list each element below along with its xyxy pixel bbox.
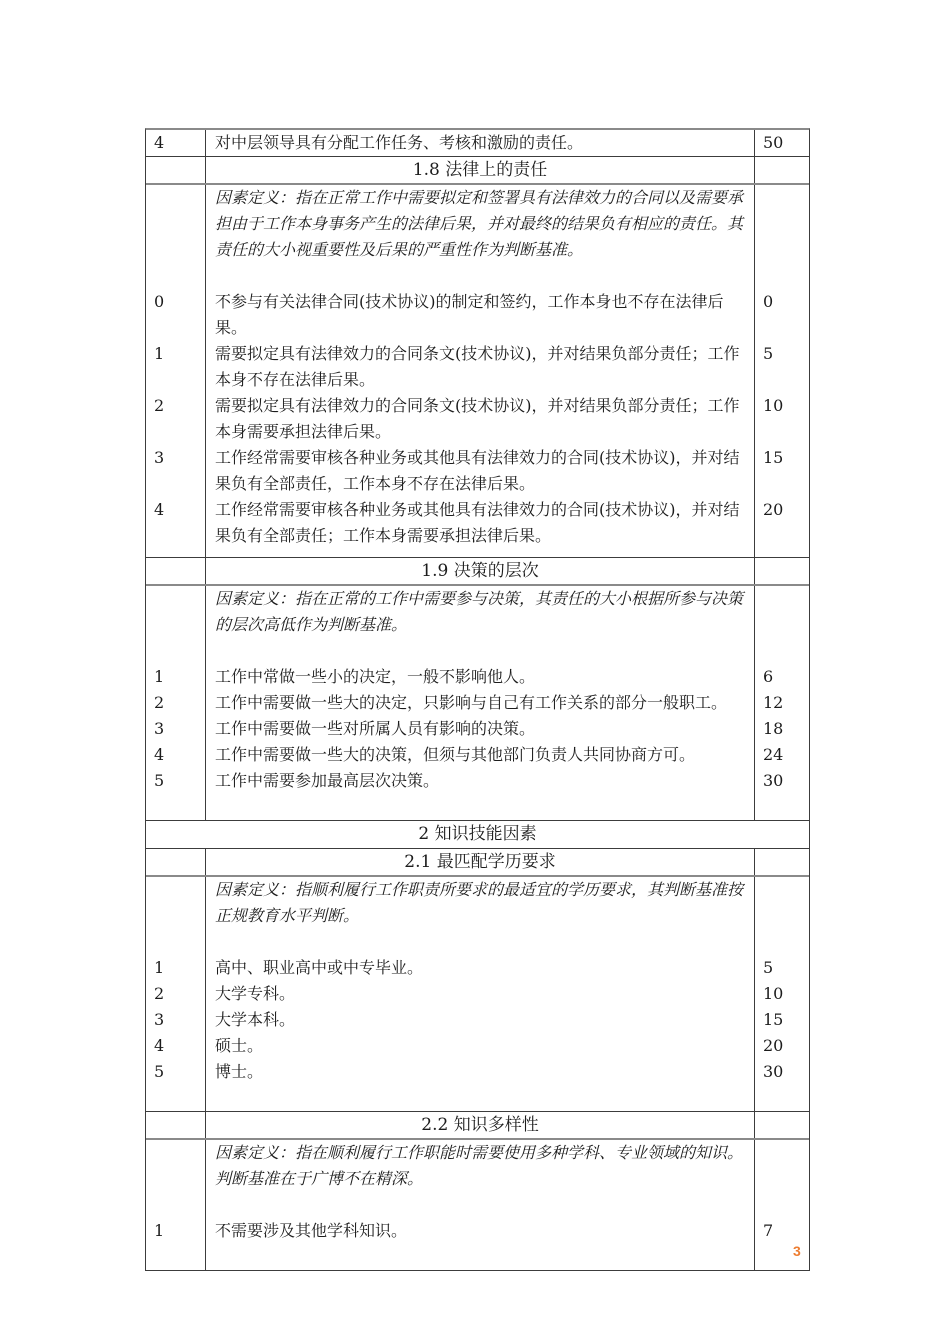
factor-evaluation-table bbox=[145, 128, 810, 1271]
section-header-row-1-9 bbox=[146, 558, 809, 586]
level-number-cell: 1 bbox=[146, 664, 206, 690]
level-row bbox=[146, 768, 809, 794]
level-row bbox=[146, 664, 809, 690]
spacer-row bbox=[146, 1085, 809, 1111]
page-number: 3 bbox=[793, 1243, 801, 1259]
level-score-cell: 6 bbox=[763, 667, 774, 686]
level-number-cell: 0 bbox=[146, 289, 206, 341]
level-row bbox=[146, 497, 809, 549]
level-row bbox=[146, 341, 809, 393]
level-number-cell: 2 bbox=[146, 393, 206, 445]
level-score-cell: 20 bbox=[763, 1036, 784, 1055]
level-score-cell: 5 bbox=[763, 344, 774, 363]
level-score-cell: 5 bbox=[763, 958, 774, 977]
level-score-cell: 7 bbox=[763, 1221, 774, 1240]
section-title: 2.2 知识多样性 bbox=[206, 1112, 755, 1138]
level-number-cell: 3 bbox=[146, 445, 206, 497]
level-number-cell: 3 bbox=[146, 1007, 206, 1033]
level-text-cell: 硕士。 bbox=[206, 1033, 755, 1059]
empty-cell bbox=[146, 185, 206, 263]
factor-definition: 因素定义：指在正常工作中需要拟定和签署具有法律效力的合同以及需要承担由于工作本身事务产生的法律后果，并对最终的结果负有相应的责任。其责任的大小视重要性及后果的严重性作为判断基准。 bbox=[206, 185, 755, 263]
section-body-1-8 bbox=[146, 185, 809, 558]
empty-cell bbox=[146, 1112, 206, 1138]
level-row bbox=[146, 393, 809, 445]
level-row bbox=[146, 716, 809, 742]
level-number-cell: 2 bbox=[146, 981, 206, 1007]
empty-cell bbox=[755, 1112, 809, 1138]
level-number-cell: 4 bbox=[146, 130, 206, 156]
level-number-cell: 4 bbox=[146, 1033, 206, 1059]
definition-row bbox=[146, 586, 809, 638]
category-title: 2 知识技能因素 bbox=[418, 824, 537, 844]
level-score-cell: 24 bbox=[763, 745, 784, 764]
level-score-cell: 10 bbox=[763, 984, 784, 1003]
category-row bbox=[146, 821, 809, 849]
level-row bbox=[146, 1218, 809, 1244]
empty-cell bbox=[755, 1140, 809, 1192]
empty-cell bbox=[146, 586, 206, 638]
level-score-cell: 15 bbox=[763, 448, 784, 467]
level-row bbox=[146, 1007, 809, 1033]
level-row bbox=[146, 742, 809, 768]
empty-cell bbox=[755, 157, 809, 183]
level-text-cell: 高中、职业高中或中专毕业。 bbox=[206, 955, 755, 981]
empty-cell bbox=[755, 877, 809, 929]
level-score-cell: 50 bbox=[763, 133, 784, 152]
spacer-row bbox=[146, 638, 809, 664]
spacer-row bbox=[146, 1244, 809, 1270]
level-number-cell: 3 bbox=[146, 716, 206, 742]
level-score-cell: 0 bbox=[763, 292, 774, 311]
level-text-cell: 工作中需要做一些对所属人员有影响的决策。 bbox=[206, 716, 755, 742]
level-text-cell: 工作中常做一些小的决定，一般不影响他人。 bbox=[206, 664, 755, 690]
section-header-row-2-2 bbox=[146, 1112, 809, 1140]
spacer-row bbox=[146, 1192, 809, 1218]
spacer-row bbox=[146, 263, 809, 289]
empty-cell bbox=[755, 849, 809, 875]
level-number-cell: 1 bbox=[146, 341, 206, 393]
level-row bbox=[146, 445, 809, 497]
level-text-cell: 工作中需要参加最高层次决策。 bbox=[206, 768, 755, 794]
section-title: 2.1 最匹配学历要求 bbox=[206, 849, 755, 875]
level-number-cell: 1 bbox=[146, 955, 206, 981]
factor-definition: 因素定义：指在顺利履行工作职能时需要使用多种学科、专业领域的知识。判断基准在于广博不在精深。 bbox=[206, 1140, 755, 1192]
empty-cell bbox=[755, 586, 809, 638]
level-number-cell: 4 bbox=[146, 497, 206, 549]
level-text-cell: 不参与有关法律合同(技术协议)的制定和签约，工作本身也不存在法律后果。 bbox=[206, 289, 755, 341]
level-row bbox=[146, 955, 809, 981]
section-header-row-1-8 bbox=[146, 157, 809, 185]
level-text-cell: 大学本科。 bbox=[206, 1007, 755, 1033]
section-body-2-2 bbox=[146, 1140, 809, 1270]
level-text-cell: 工作经常需要审核各种业务或其他具有法律效力的合同(技术协议)，并对结果负有全部责任；工作本身需要承担法律后果。 bbox=[206, 497, 755, 549]
level-score-cell: 30 bbox=[763, 771, 784, 790]
level-text-cell: 大学专科。 bbox=[206, 981, 755, 1007]
empty-cell bbox=[755, 185, 809, 263]
section-title: 1.8 法律上的责任 bbox=[206, 157, 755, 183]
level-text-cell: 博士。 bbox=[206, 1059, 755, 1085]
section-header-row-2-1 bbox=[146, 849, 809, 877]
definition-row bbox=[146, 1140, 809, 1192]
level-score-cell: 10 bbox=[763, 396, 784, 415]
level-text-cell: 需要拟定具有法律效力的合同条文(技术协议)，并对结果负部分责任；工作本身需要承担法律后果。 bbox=[206, 393, 755, 445]
level-text-cell: 工作中需要做一些大的决定，只影响与自己有工作关系的部分一般职工。 bbox=[206, 690, 755, 716]
level-number-cell: 5 bbox=[146, 768, 206, 794]
table-row-leading bbox=[146, 130, 809, 157]
empty-cell bbox=[146, 877, 206, 929]
section-title: 1.9 决策的层次 bbox=[206, 558, 755, 584]
level-score-cell: 30 bbox=[763, 1062, 784, 1081]
definition-row bbox=[146, 877, 809, 929]
empty-cell bbox=[146, 558, 206, 584]
spacer-row bbox=[146, 549, 809, 557]
level-text-cell: 工作经常需要审核各种业务或其他具有法律效力的合同(技术协议)，并对结果负有全部责任，工作本身不存在法律后果。 bbox=[206, 445, 755, 497]
level-score-cell: 20 bbox=[763, 500, 784, 519]
factor-definition: 因素定义：指在正常的工作中需要参与决策，其责任的大小根据所参与决策的层次高低作为判断基准。 bbox=[206, 586, 755, 638]
level-score-cell: 18 bbox=[763, 719, 784, 738]
level-text-cell: 需要拟定具有法律效力的合同条文(技术协议)，并对结果负部分责任；工作本身不存在法律后果。 bbox=[206, 341, 755, 393]
definition-row bbox=[146, 185, 809, 263]
level-score-cell: 12 bbox=[763, 693, 784, 712]
empty-cell bbox=[146, 157, 206, 183]
spacer-row bbox=[146, 929, 809, 955]
level-row bbox=[146, 981, 809, 1007]
level-number-cell: 1 bbox=[146, 1218, 206, 1244]
section-body-2-1 bbox=[146, 877, 809, 1112]
spacer-row bbox=[146, 794, 809, 820]
level-text-cell: 对中层领导具有分配工作任务、考核和激励的责任。 bbox=[206, 130, 755, 156]
empty-cell bbox=[146, 849, 206, 875]
level-text-cell: 工作中需要做一些大的决策，但须与其他部门负责人共同协商方可。 bbox=[206, 742, 755, 768]
empty-cell bbox=[755, 558, 809, 584]
level-row bbox=[146, 289, 809, 341]
level-score-cell: 15 bbox=[763, 1010, 784, 1029]
level-number-cell: 2 bbox=[146, 690, 206, 716]
level-text-cell: 不需要涉及其他学科知识。 bbox=[206, 1218, 755, 1244]
level-row bbox=[146, 1033, 809, 1059]
empty-cell bbox=[146, 1140, 206, 1192]
level-row bbox=[146, 1059, 809, 1085]
level-row bbox=[146, 690, 809, 716]
level-number-cell: 5 bbox=[146, 1059, 206, 1085]
section-body-1-9 bbox=[146, 586, 809, 821]
factor-definition: 因素定义：指顺利履行工作职责所要求的最适宜的学历要求，其判断基准按正规教育水平判断。 bbox=[206, 877, 755, 929]
level-number-cell: 4 bbox=[146, 742, 206, 768]
